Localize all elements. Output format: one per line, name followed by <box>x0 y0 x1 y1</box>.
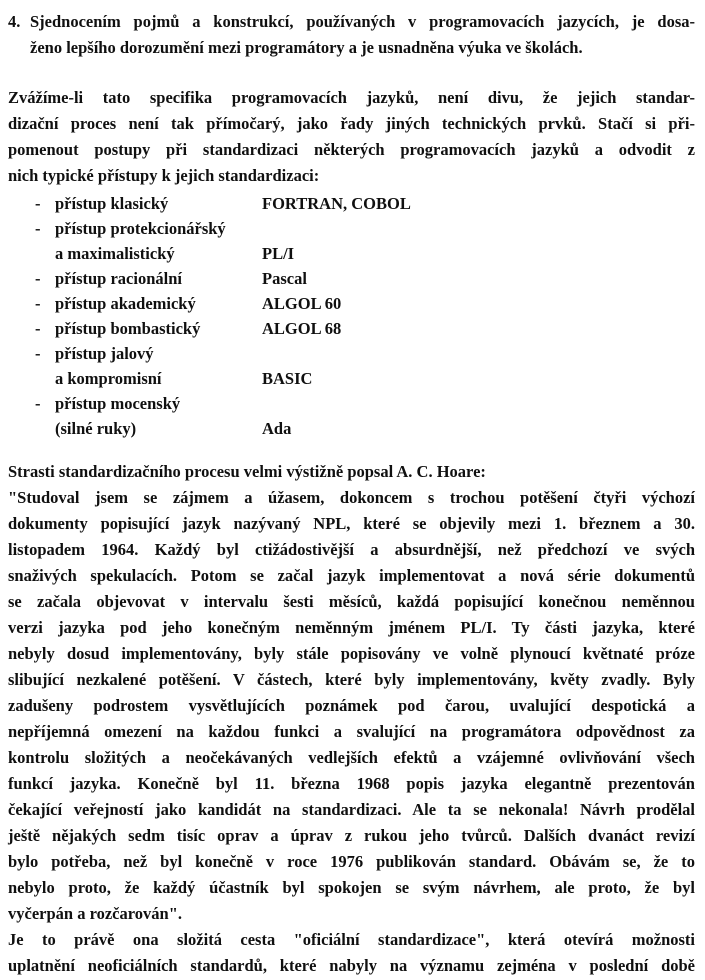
approach-row <box>8 316 695 341</box>
text-line: Strasti standardizačního procesu velmi výstižně popsal A. C. Hoare: <box>8 462 486 481</box>
text-line: čekající veřejností jako kandidát na standardizaci. Ale ta se nekonala! Návrh prodělal <box>8 800 695 819</box>
approach-list <box>8 191 695 441</box>
approach-row <box>8 191 695 216</box>
text-line: kontrolu složitých a neočekávaných vedlejších efektů a vzájemné ovlivňování všech <box>8 748 695 767</box>
approach-label: přístup mocenský <box>55 394 181 413</box>
approach-row <box>8 341 695 366</box>
text-line: nepříjemná omezení na každou funkci a svalující na programátora odpovědnost za <box>8 722 695 741</box>
text-line: dokumenty popisující jazyk nazývaný NPL, které se objevily mezi 1. březnem a 30. <box>8 514 695 533</box>
list-dash: - <box>35 194 41 213</box>
approach-language <box>262 391 695 416</box>
paragraph-closing <box>8 927 695 979</box>
list-dash: - <box>35 294 41 313</box>
list-dash: - <box>35 219 41 238</box>
approach-row <box>8 391 695 416</box>
text-line: "Studoval jsem se zájmem a úžasem, dokoncem s trochou potěšení čtyři výchozí <box>8 488 695 507</box>
paragraph-standardization-intro <box>8 85 695 189</box>
text-line: snaživých spekulacích. Potom se začal jazyk implementovat a nová série dokumentů <box>8 566 695 585</box>
approach-language <box>262 216 695 241</box>
approach-label: (silné ruky) <box>55 419 137 438</box>
approach-language: ALGOL 60 <box>262 294 342 313</box>
numbered-item-4 <box>8 9 695 61</box>
approach-language: FORTRAN, COBOL <box>262 194 411 213</box>
text-line: ženo lepšího dorozumění mezi programátory a je usnadněna výuka ve školách. <box>30 38 583 57</box>
text-line: ještě nějakých sedm tisíc oprav a úprav z rukou jeho tvůrců. Dalších dvanáct revizí <box>8 826 695 845</box>
approach-row <box>8 266 695 291</box>
list-dash: - <box>35 269 41 288</box>
text-line: funkcí jazyka. Konečně byl 11. března 1968 popis jazyka elegantně prezentován <box>8 774 695 793</box>
text-line: Je to právě ona složitá cesta "oficiální standardizace", která otevírá možnosti <box>8 930 695 949</box>
approach-language: ALGOL 68 <box>262 319 342 338</box>
list-dash <box>8 241 55 266</box>
text-line: Sjednocením pojmů a konstrukcí, používaných v programovacích jazycích, je dosa- <box>30 12 695 31</box>
text-line: verzi jazyka pod jeho konečným neměnným jménem PL/I. Ty části jazyka, které <box>8 618 695 637</box>
approach-label: přístup protekcionářský <box>55 219 226 238</box>
text-line: nebyly dosud implementovány, byly stále popisovány ve volně plynoucí květnaté próze <box>8 644 695 663</box>
approach-label: a maximalistický <box>55 244 175 263</box>
approach-row <box>8 241 695 266</box>
approach-row <box>8 366 695 391</box>
list-dash <box>8 416 55 441</box>
list-dash: - <box>35 394 41 413</box>
paragraph-hoare-intro <box>8 459 695 485</box>
item-number: 4. <box>8 12 21 31</box>
list-dash: - <box>35 344 41 363</box>
text-line: nich typické přístupy k jejich standardizaci: <box>8 166 320 185</box>
approach-label: přístup bombastický <box>55 319 201 338</box>
text-line: uplatnění neoficiálních standardů, které nabyly na významu zejména v poslední době <box>8 956 695 975</box>
approach-row <box>8 416 695 441</box>
text-line: se začala objevovat v intervalu šesti měsíců, každá popisující konečnou neměnnou <box>8 592 695 611</box>
approach-language: Ada <box>262 419 292 438</box>
approach-label: přístup akademický <box>55 294 196 313</box>
text-line: zadušeny podrostem vysvětlujících poznámek pod čarou, uvalující despotická a <box>8 696 695 715</box>
approach-row <box>8 291 695 316</box>
approach-language: BASIC <box>262 369 313 388</box>
text-line: dizační proces není tak přímočarý, jako řady jiných technických prvků. Stačí si při- <box>8 114 695 133</box>
approach-label: přístup jalový <box>55 344 154 363</box>
approach-row <box>8 216 695 241</box>
item-4-text <box>30 9 695 61</box>
text-line: slibující nezkalené potěšení. V částech, které byly implementovány, květy zvadly. Byly <box>8 670 695 689</box>
approach-label: přístup klasický <box>55 194 169 213</box>
approach-label: přístup racionální <box>55 269 182 288</box>
paragraph-hoare-quote <box>8 485 695 927</box>
text-line: bylo potřeba, než byl konečně v roce 1976 publikován standard. Obávám se, že to <box>8 852 695 871</box>
approach-label: a kompromisní <box>55 369 162 388</box>
text-line: listopadem 1964. Každý byl ctižádostivější a absurdnější, než předchozí ve svých <box>8 540 695 559</box>
text-line: vyčerpán a rozčarován". <box>8 904 182 923</box>
text-line: Zvážíme-li tato specifika programovacích jazyků, není divu, že jejich standar- <box>8 88 695 107</box>
approach-language: PL/I <box>262 244 295 263</box>
list-dash <box>8 366 55 391</box>
list-dash: - <box>35 319 41 338</box>
approach-language <box>262 341 695 366</box>
text-line: pomenout postupy při standardizaci některých programovacích jazyků a odvodit z <box>8 140 695 159</box>
text-line: nebylo proto, že každý účastník byl spokojen se svým návrhem, ale proto, že byl <box>8 878 695 897</box>
approach-language: Pascal <box>262 269 307 288</box>
